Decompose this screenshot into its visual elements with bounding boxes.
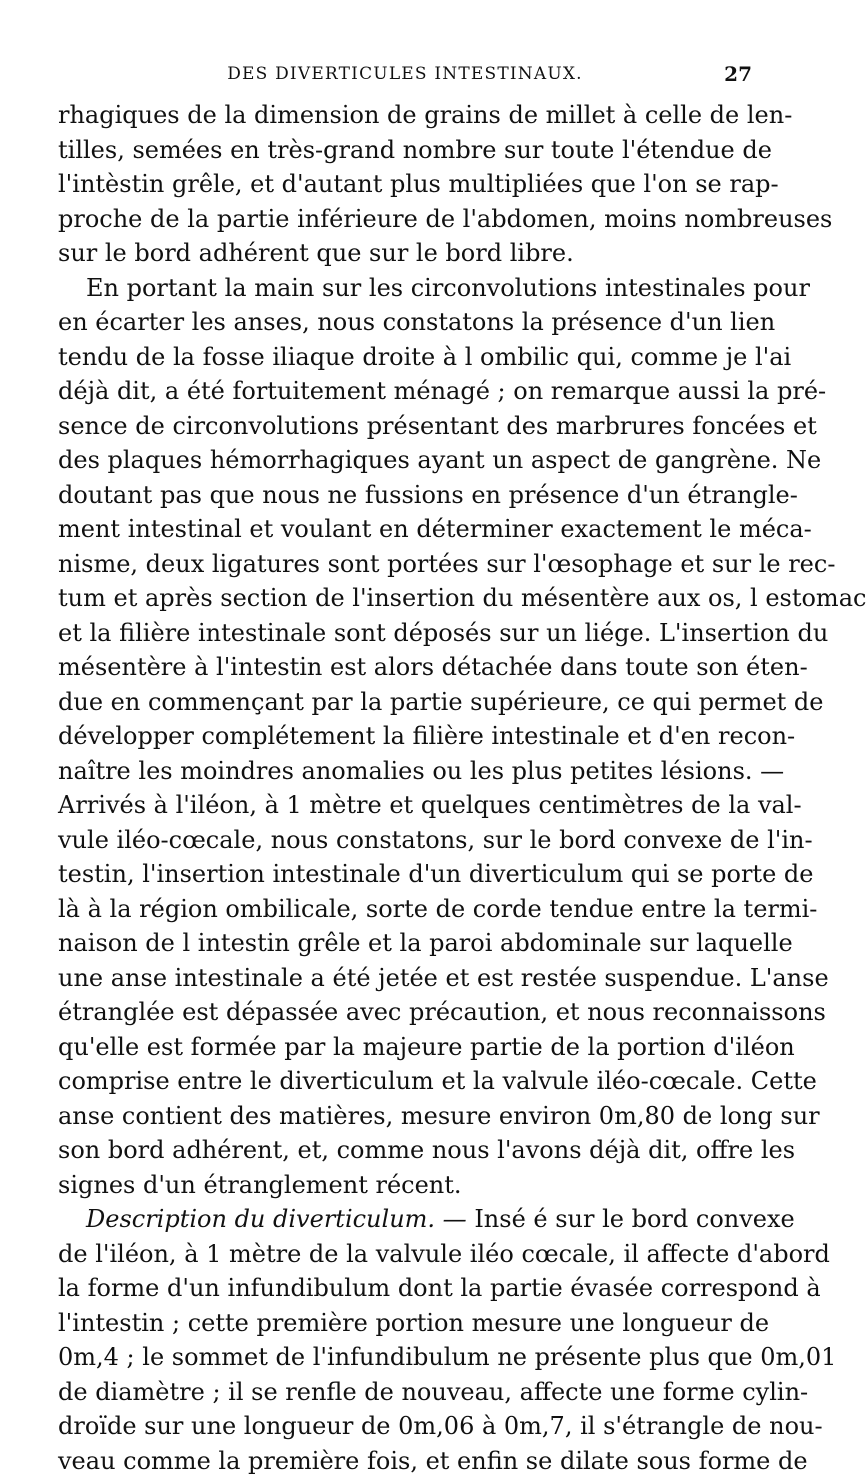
text-line: l'intestin ; cette première portion mesure une longueur de <box>58 1306 752 1341</box>
text-line: des plaques hémorrhagiques ayant un aspect de gangrène. Ne <box>58 443 752 478</box>
text-line: Arrivés à l'iléon, à 1 mètre et quelques centimètres de la val- <box>58 788 752 823</box>
text-line: En portant la main sur les circonvolutions intestinales pour <box>58 271 752 306</box>
book-page <box>58 62 752 1478</box>
text-line: due en commençant par la partie supérieure, ce qui permet de <box>58 685 752 720</box>
body-text <box>58 98 752 1478</box>
text-line: et la filière intestinale sont déposés sur un liége. L'insertion du <box>58 616 752 651</box>
text-line: l'intèstin grêle, et d'autant plus multipliées que l'on se rap- <box>58 167 752 202</box>
text-line: de diamètre ; il se renfle de nouveau, affecte une forme cylin- <box>58 1375 752 1410</box>
running-title: DES DIVERTICULES INTESTINAUX. <box>58 64 752 84</box>
text-line: en écarter les anses, nous constatons la présence d'un lien <box>58 305 752 340</box>
text-line: sur le bord adhérent que sur le bord libre. <box>58 236 752 271</box>
text-line: de l'iléon, à 1 mètre de la valvule iléo cœcale, il affecte d'abord <box>58 1237 752 1272</box>
section-heading: Description du diverticulum. — <box>86 1205 467 1233</box>
text-line: nisme, deux ligatures sont portées sur l'œsophage et sur le rec- <box>58 547 752 582</box>
text-line: tilles, semées en très-grand nombre sur toute l'étendue de <box>58 133 752 168</box>
text-line: proche de la partie inférieure de l'abdomen, moins nombreuses <box>58 202 752 237</box>
running-header <box>58 62 752 90</box>
text-line: son bord adhérent, et, comme nous l'avons déjà dit, offre les <box>58 1133 752 1168</box>
text-line: une anse intestinale a été jetée et est restée suspendue. L'anse <box>58 961 752 996</box>
text-line: naison de l intestin grêle et la paroi abdominale sur laquelle <box>58 926 752 961</box>
text-line: veau comme la première fois, et enfin se dilate sous forme de <box>58 1444 752 1478</box>
text-line: anse contient des matières, mesure environ 0m,80 de long sur <box>58 1099 752 1134</box>
text-line: tendu de la fosse iliaque droite à l ombilic qui, comme je l'ai <box>58 340 752 375</box>
text-line: ment intestinal et voulant en déterminer exactement le méca- <box>58 512 752 547</box>
text-line: signes d'un étranglement récent. <box>58 1168 752 1203</box>
text-line: comprise entre le diverticulum et la valvule iléo-cœcale. Cette <box>58 1064 752 1099</box>
text-line: 0m,4 ; le sommet de l'infundibulum ne présente plus que 0m,01 <box>58 1340 752 1375</box>
text-line: testin, l'insertion intestinale d'un diverticulum qui se porte de <box>58 857 752 892</box>
page-number: 27 <box>724 62 752 86</box>
text-line: déjà dit, a été fortuitement ménagé ; on remarque aussi la pré- <box>58 374 752 409</box>
text-line: Description du diverticulum. — Insé é sur le bord convexe <box>58 1202 752 1237</box>
text-line: doutant pas que nous ne fussions en présence d'un étrangle- <box>58 478 752 513</box>
text-line: la forme d'un infundibulum dont la partie évasée correspond à <box>58 1271 752 1306</box>
text-line: droïde sur une longueur de 0m,06 à 0m,7, il s'étrangle de nou- <box>58 1409 752 1444</box>
text-line: là à la région ombilicale, sorte de corde tendue entre la termi- <box>58 892 752 927</box>
text-line: étranglée est dépassée avec précaution, et nous reconnaissons <box>58 995 752 1030</box>
text-line: qu'elle est formée par la majeure partie de la portion d'iléon <box>58 1030 752 1065</box>
text-line: développer complétement la filière intestinale et d'en recon- <box>58 719 752 754</box>
text-line: sence de circonvolutions présentant des marbrures foncées et <box>58 409 752 444</box>
text-line: vule iléo-cœcale, nous constatons, sur le bord convexe de l'in- <box>58 823 752 858</box>
text-line: tum et après section de l'insertion du mésentère aux os, l estomac <box>58 581 752 616</box>
text-line: rhagiques de la dimension de grains de millet à celle de len- <box>58 98 752 133</box>
text-line: naître les moindres anomalies ou les plus petites lésions. — <box>58 754 752 789</box>
text-line: mésentère à l'intestin est alors détachée dans toute son éten- <box>58 650 752 685</box>
